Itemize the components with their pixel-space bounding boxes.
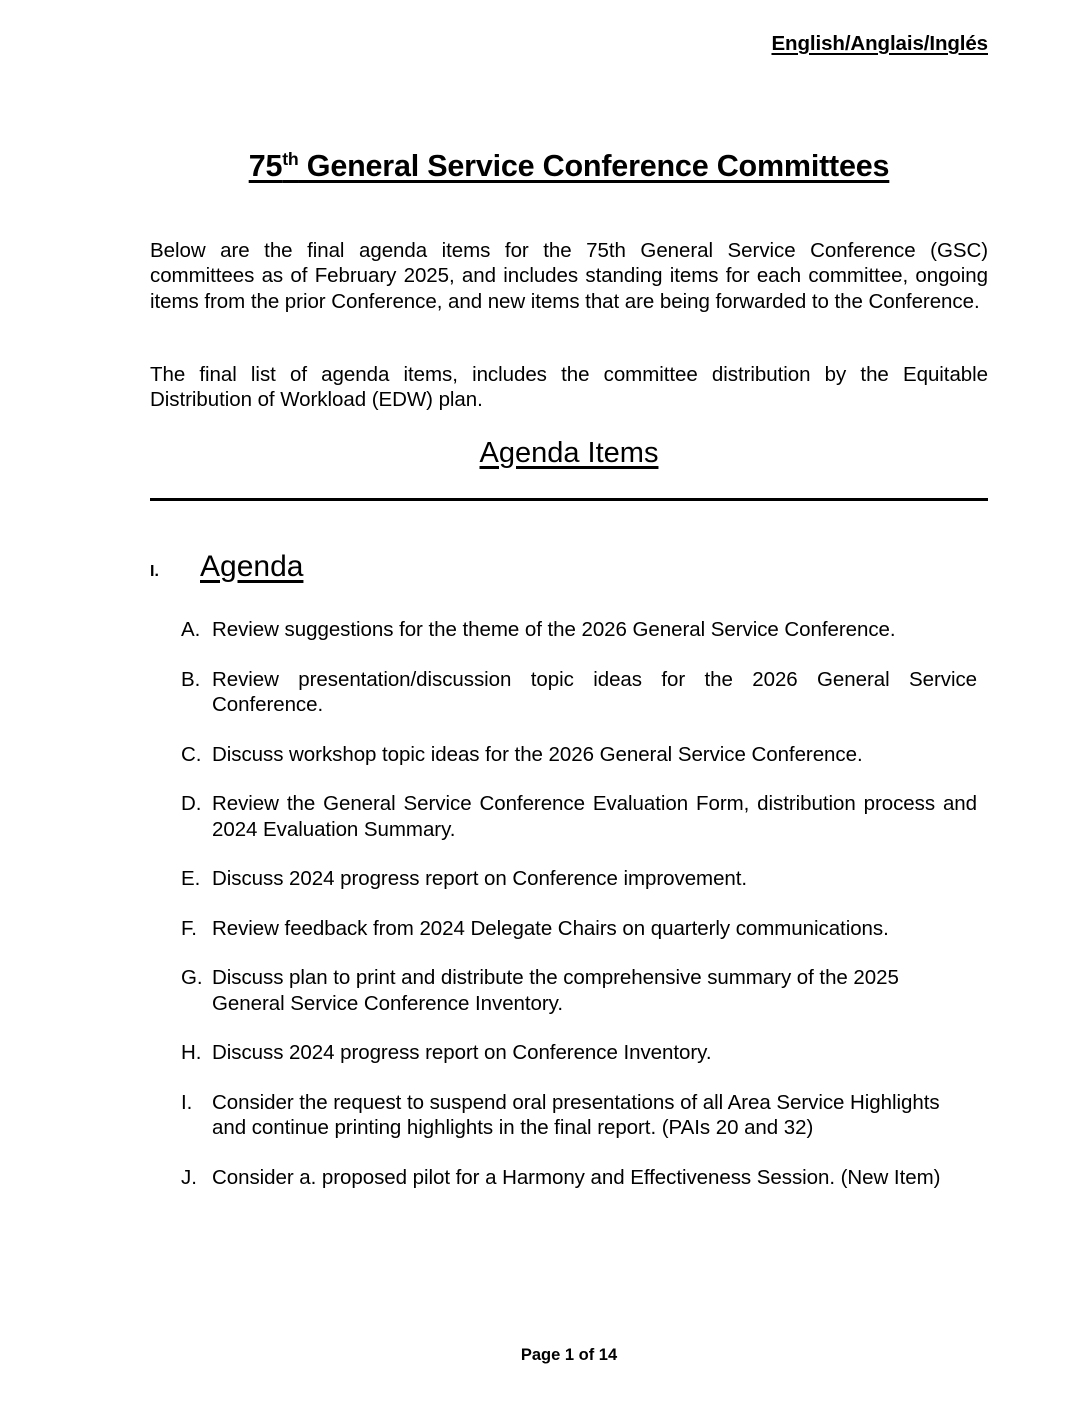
list-item-letter: H. — [181, 1041, 202, 1064]
list-item-text: Discuss 2024 progress report on Conference Inventory. — [212, 1041, 712, 1064]
intro-paragraph-2: The final list of agenda items, includes the committee distribution by the Equitable Distribution of Workload (EDW) plan. — [150, 362, 988, 411]
list-item — [181, 1165, 977, 1191]
list-item-text: Review feedback from 2024 Delegate Chairs on quarterly communications. — [212, 916, 889, 940]
title-number: 75 — [248, 149, 283, 184]
list-item — [181, 866, 977, 892]
list-item-text: Discuss plan to print and distribute the comprehensive summary of the 2025 General Service Conference Inventory. — [212, 966, 899, 1015]
list-item — [181, 965, 977, 1016]
list-item-letter: J. — [181, 1165, 197, 1189]
list-item-letter: E. — [181, 867, 201, 890]
running-head — [150, 32, 988, 56]
list-item-text: Review suggestions for the theme of the 2026 General Service Conference. — [212, 618, 896, 641]
section-title-text: Agenda — [200, 550, 304, 583]
list-item-letter: B. — [181, 667, 201, 691]
title-ordinal-suffix: th — [282, 149, 299, 170]
list-item — [181, 916, 977, 942]
list-item — [181, 667, 977, 718]
agenda-items-heading-text: Agenda Items — [479, 437, 659, 470]
page-title — [150, 149, 988, 184]
running-head-text: English/Anglais/Inglés — [771, 32, 988, 55]
horizontal-divider — [150, 498, 988, 501]
list-item — [181, 1040, 977, 1066]
list-item-letter: I. — [181, 1090, 193, 1114]
list-item-text: Consider a. proposed pilot for a Harmony and Effectiveness Session. (New Item) — [212, 1165, 941, 1189]
list-item-letter: F. — [181, 916, 197, 940]
list-item — [181, 742, 977, 768]
list-item-letter: G. — [181, 966, 203, 989]
agenda-item-list — [181, 617, 977, 1190]
section-number: I. — [150, 563, 159, 580]
list-item-text: Review the General Service Conference Evaluation Form, distribution process and 2024 Evaluation Summary. — [212, 792, 977, 841]
agenda-items-heading — [150, 437, 988, 470]
list-item-text: Discuss 2024 progress report on Conference improvement. — [212, 867, 748, 890]
section-agenda — [150, 552, 988, 582]
list-item — [181, 617, 977, 643]
page-footer: Page 1 of 14 — [520, 1346, 618, 1364]
title-remainder: General Service Conference Committees — [298, 149, 890, 184]
list-item-letter: A. — [181, 618, 201, 641]
list-item-letter: D. — [181, 792, 202, 815]
section-title — [200, 552, 303, 582]
list-item — [181, 791, 977, 842]
list-item-letter: C. — [181, 742, 202, 766]
intro-paragraph-1: Below are the final agenda items for the 75th General Service Conference (GSC) committees as of February 2025, and includes standing items for each committee, ongoing items from the prior Conference, and new items that are being forwarded to the Conference. — [150, 238, 988, 313]
list-item — [181, 1090, 977, 1141]
list-item-text: Discuss workshop topic ideas for the 2026 General Service Conference. — [212, 742, 863, 766]
list-item-text: Consider the request to suspend oral presentations of all Area Service Highlights and continue printing highlights in the final report. (PAIs 20 and 32) — [212, 1090, 940, 1139]
list-item-text: Review presentation/discussion topic ideas for the 2026 General Service Conference. — [212, 667, 977, 716]
